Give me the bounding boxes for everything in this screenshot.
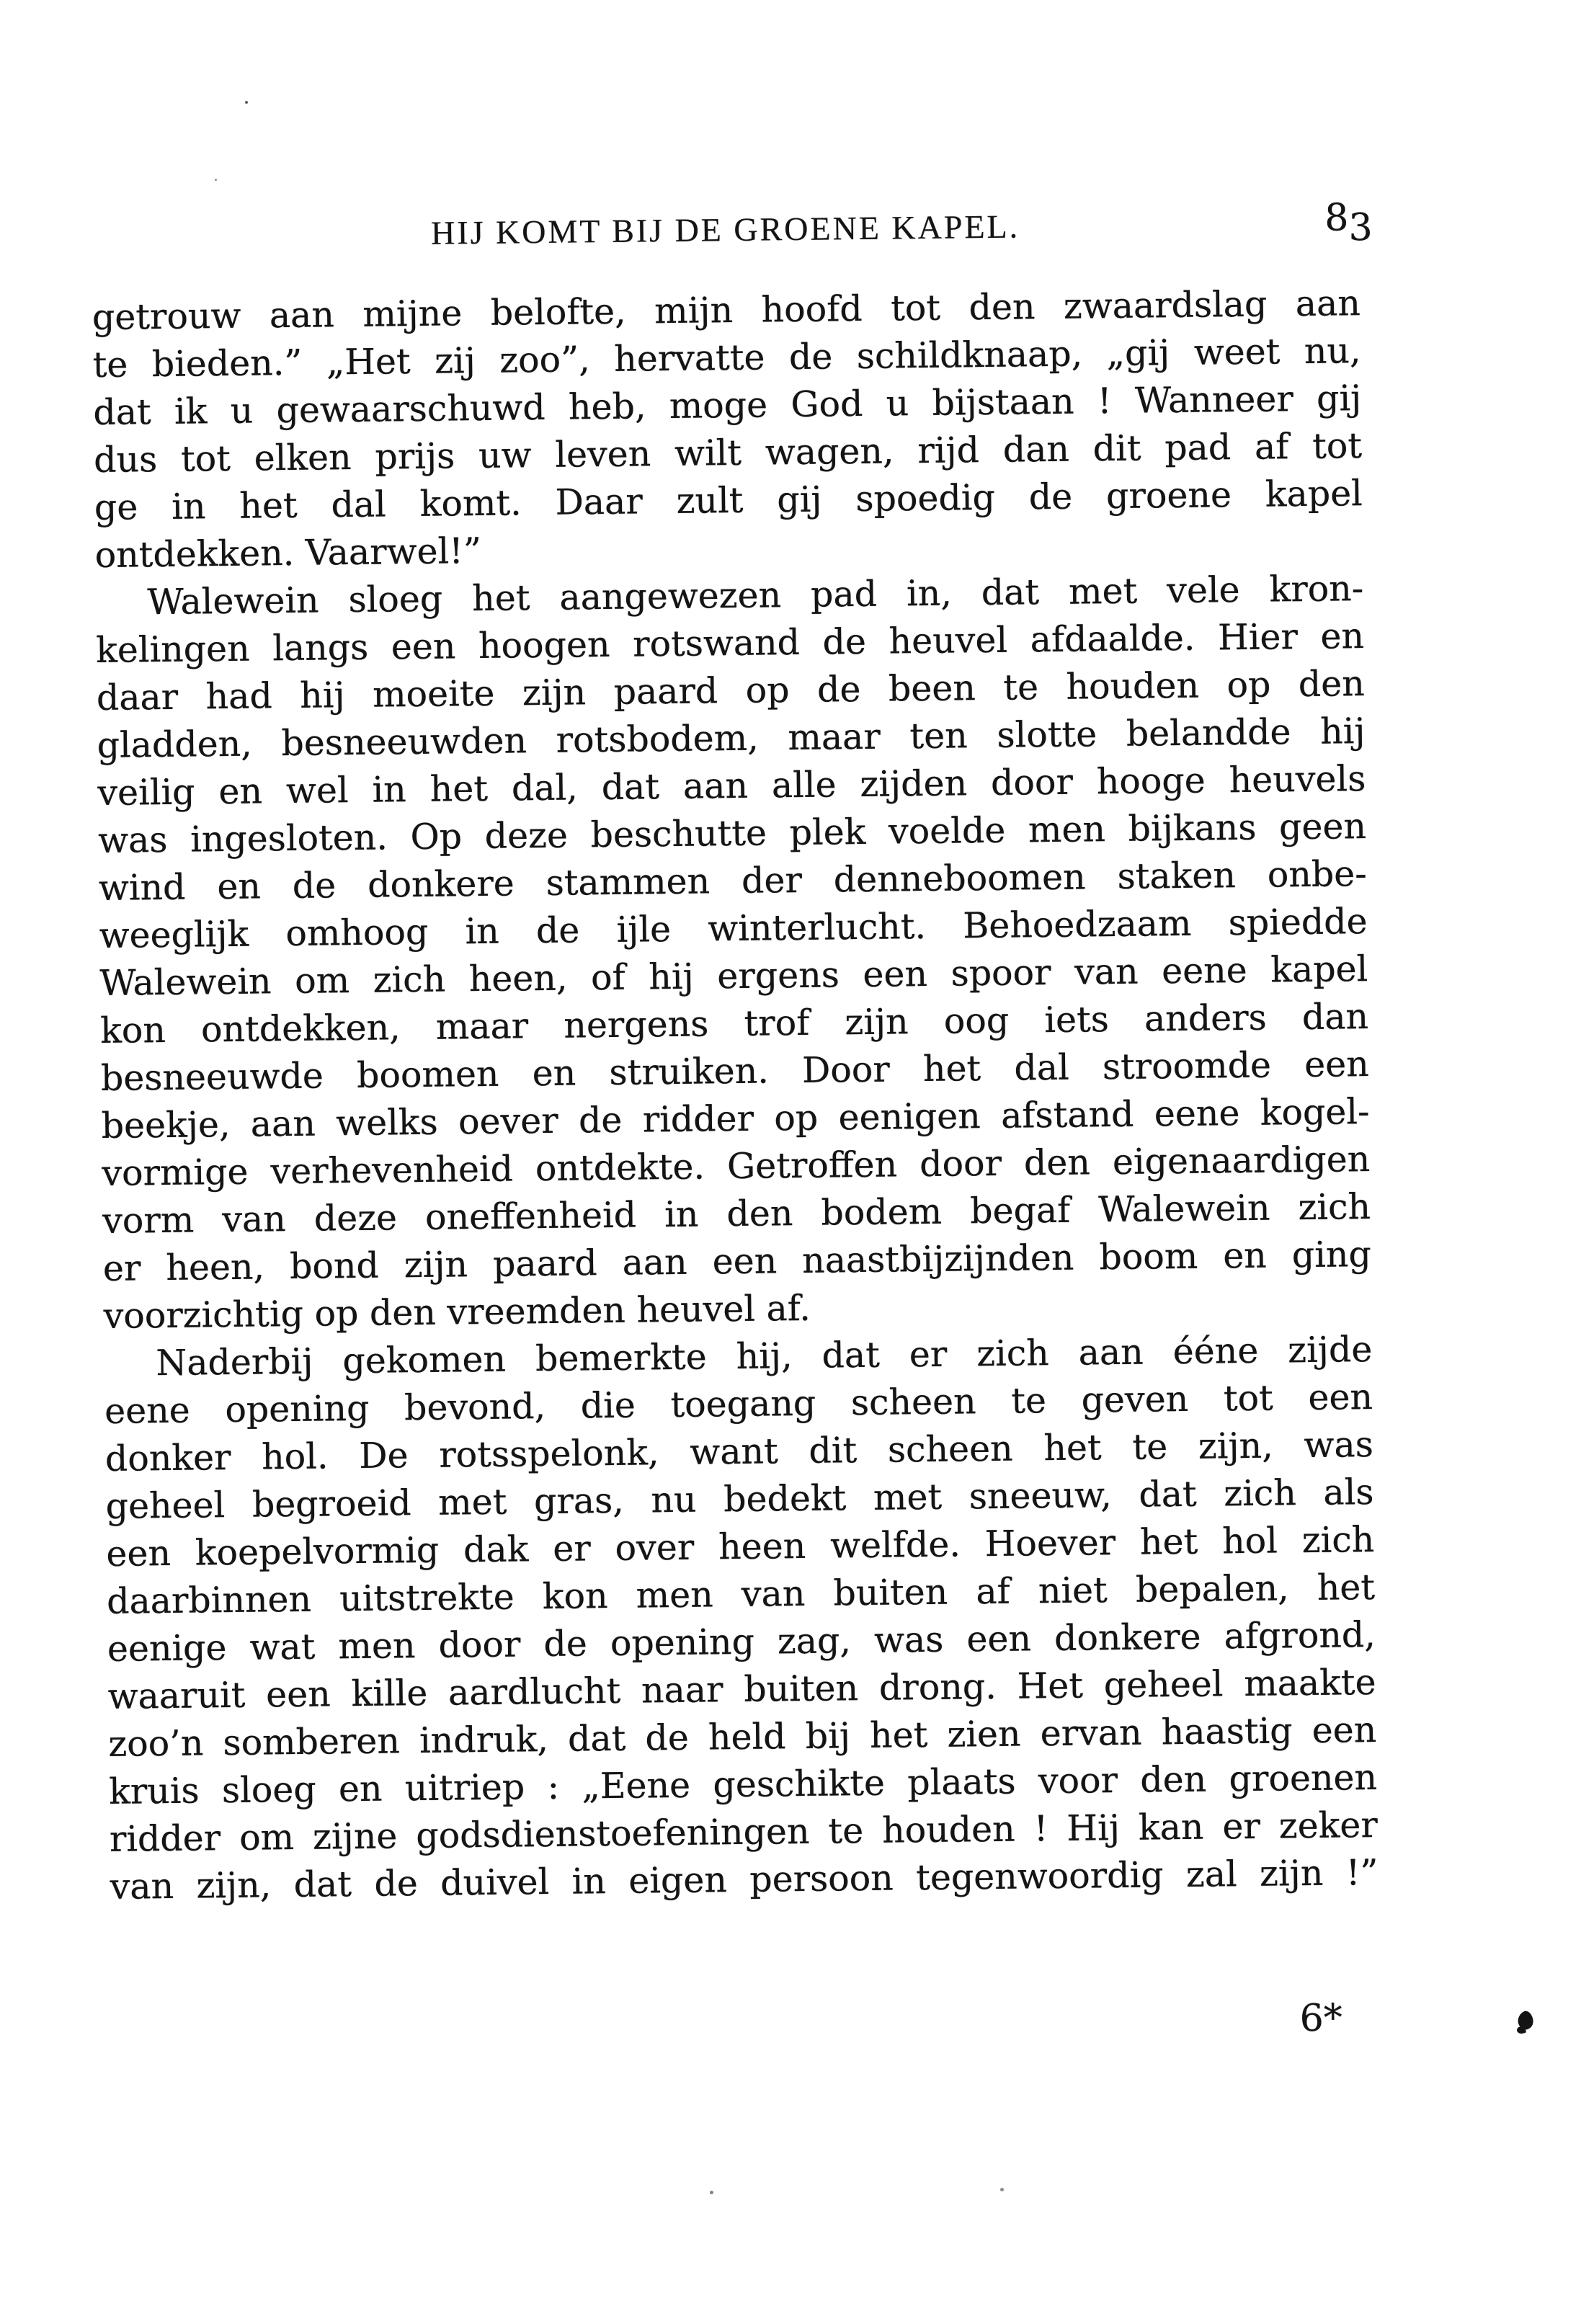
text-line: ge in het dal komt. Daar zult gij spoedig de groene kapel	[94, 473, 1363, 529]
body-text	[92, 280, 1379, 1911]
text-line: dat ik u gewaarschuwd heb, moge God u bijstaan ! Wanneer gij	[93, 378, 1362, 434]
text-line: was ingesloten. Op deze beschutte plek voelde men bijkans geen	[97, 806, 1367, 862]
text-line: te bieden.” „Het zij zoo”, hervatte de schildknaap, „gij weet nu,	[92, 330, 1361, 386]
page-number-digit: 8	[1324, 196, 1349, 240]
paragraph	[104, 1326, 1379, 1911]
page-number	[1324, 196, 1373, 249]
text-line: eenige wat men door de opening zag, was een donkere afgrond,	[107, 1613, 1376, 1670]
text-line: kruis sloeg en uitriep : „Eene geschikte plaats voor den groenen	[108, 1756, 1378, 1812]
text-line: dus tot elken prijs uw leven wilt wagen, rijd dan dit pad af tot	[93, 425, 1363, 481]
scan-speck	[1000, 2188, 1004, 2191]
scan-speck	[710, 2191, 713, 2194]
page-number-digit: 3	[1348, 205, 1373, 249]
text-line: daar had hij moeite zijn paard op de been te houden op den	[96, 663, 1366, 719]
page-header	[91, 196, 1373, 262]
text-line: er heen, bond zijn paard aan een naastbijzijnden boom en ging	[102, 1234, 1372, 1289]
scan-speck	[215, 179, 217, 181]
paragraph	[95, 565, 1372, 1340]
scan-speck	[245, 101, 248, 104]
text-line: daarbinnen uitstrekte kon men van buiten af niet bepalen, het	[106, 1566, 1376, 1622]
text-line: een koepelvormig dak er over heen welfde. Hoever het hol zich	[106, 1518, 1375, 1575]
text-line: wind en de donkere stammen der denneboomen staken onbe-	[98, 853, 1368, 909]
text-line: getrouw aan mijne belofte, mijn hoofd tot den zwaardslag aan	[92, 282, 1361, 339]
text-line: voorzichtig op den vreemden heuvel af.	[103, 1287, 811, 1337]
text-line: kelingen langs een hoogen rotswand de heuvel afdaalde. Hier en	[95, 615, 1365, 672]
text-line: kon ontdekken, maar nergens trof zijn oog iets anders dan	[99, 996, 1369, 1051]
text-line: donker hol. De rotsspelonk, want dit scheen het te zijn, was	[104, 1423, 1374, 1479]
text-line: gladden, besneeuwden rotsbodem, maar ten slotte belandde hij	[97, 711, 1366, 767]
text-line: vormige verhevenheid ontdekte. Getroffen door den eigenaardigen	[102, 1139, 1371, 1194]
text-line: Walewein sloeg het aangewezen pad in, dat met vele kron-	[147, 568, 1364, 623]
text-line: weeglijk omhoog in de ijle winterlucht. Behoedzaam spiedde	[99, 901, 1368, 956]
page-footer	[112, 1996, 1381, 2054]
text-line: Naderbij gekomen bemerkte hij, dat er zich aan ééne zijde	[156, 1328, 1373, 1384]
text-line: beekje, aan welks oever de ridder op eenigen afstand eene kogel-	[101, 1091, 1370, 1147]
ink-blot	[1514, 2009, 1536, 2032]
text-line: ridder om zijne godsdienstoefeningen te houden ! Hij kan er zeker	[109, 1804, 1379, 1860]
text-line: besneeuwde boomen en struiken. Door het dal stroomde een	[100, 1043, 1370, 1099]
running-title: HIJ KOMT BIJ DE GROENE KAPEL.	[430, 208, 1020, 251]
text-line: eene opening bevond, die toegang scheen te geven tot een	[104, 1376, 1373, 1432]
text-line: geheel begroeid met gras, nu bedekt met sneeuw, dat zich als	[105, 1471, 1374, 1527]
text-line: van zijn, dat de duivel in eigen persoon tegenwoordig zal zijn !”	[110, 1851, 1379, 1907]
text-line: waaruit een kille aardlucht naar buiten drong. Het geheel maakte	[107, 1661, 1376, 1717]
text-line: zoo’n somberen indruk, dat de held bij het zien ervan haastig een	[108, 1709, 1377, 1765]
paragraph	[92, 280, 1363, 579]
text-line: Walewein om zich heen, of hij ergens een spoor van eene kapel	[99, 948, 1368, 1004]
text-line: vorm van deze oneffenheid in den bodem begaf Walewein zich	[102, 1186, 1371, 1242]
signature-mark: 6*	[1299, 1996, 1343, 2041]
text-line: veilig en wel in het dal, dat aan alle zijden door hooge heuvels	[97, 758, 1366, 814]
page-content	[89, 0, 1380, 2054]
text-line: ontdekken. Vaarwel!”	[94, 530, 482, 576]
